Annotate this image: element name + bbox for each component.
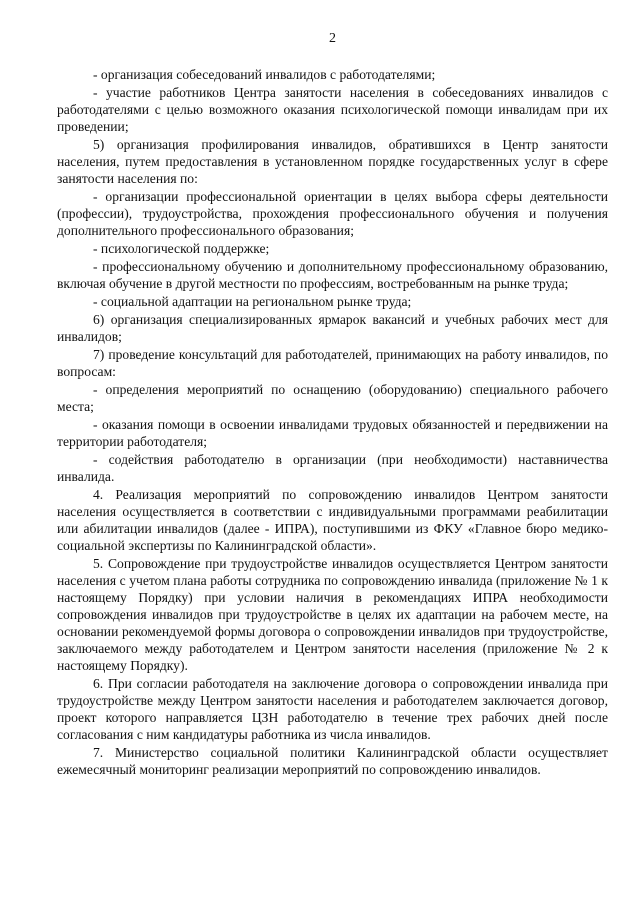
paragraph-2: - участие работников Центра занятости населения в собеседованиях инвалидов с работодателями с целью возможного оказания психологической помощи инвалидам при их проведении; xyxy=(57,85,608,134)
paragraph-12: - содействия работодателю в организации (при необходимости) наставничества инвалида. xyxy=(57,452,608,484)
paragraph-5: - психологической поддержке; xyxy=(93,241,270,256)
paragraph-15: 6. При согласии работодателя на заключение договора о сопровождении инвалида при трудоустройстве между Центром занятости населения и работодателем заключается договор, проект которого направляется ЦЗН работодателю в течение трех рабочих дней после согласования с ним кандидатуры работника из числа инвалидов. xyxy=(57,676,608,742)
page-number: 2 xyxy=(329,31,336,46)
paragraph-14: 5. Сопровождение при трудоустройстве инвалидов осуществляется Центром занятости населения с учетом плана работы сотрудника по сопровождению инвалида (приложение № 1 к настоящему Порядку) при условии наличия в рекомендациях ИПРА необходимости сопровождения инвалидов при трудоустройстве в целях их адаптации на рабочем месте, на основании рекомендуемой формы договора о сопровождении инвалидов при трудоустройстве, заключаемого между работодателем и Центром занятости населения (приложение № 2 к настоящему Порядку). xyxy=(57,556,608,673)
paragraph-13: 4. Реализация мероприятий по сопровождению инвалидов Центром занятости населения осуществляется в соответствии с индивидуальными программами реабилитации или абилитации инвалидов (далее - ИПРА), поступившими из ФКУ «Главное бюро медико-социальной экспертизы по Калининградской области». xyxy=(57,487,608,553)
paragraph-8: 6) организация специализированных ярмарок вакансий и учебных рабочих мест для инвалидов; xyxy=(57,312,608,344)
document-page xyxy=(57,30,608,779)
document-body xyxy=(57,66,608,778)
paragraph-16: 7. Министерство социальной политики Калининградской области осуществляет ежемесячный мониторинг реализации мероприятий по сопровождению инвалидов. xyxy=(57,745,608,777)
paragraph-10: - определения мероприятий по оснащению (оборудованию) специального рабочего места; xyxy=(57,382,608,414)
paragraph-1: - организация собеседований инвалидов с работодателями; xyxy=(93,67,436,82)
paragraph-3: 5) организация профилирования инвалидов, обратившихся в Центр занятости населения, путем предоставления в установленном порядке государственных услуг в сфере занятости населения по: xyxy=(57,137,608,186)
paragraph-11: - оказания помощи в освоении инвалидами трудовых обязанностей и передвижении на территории работодателя; xyxy=(57,417,608,449)
paragraph-6: - профессиональному обучению и дополнительному профессиональному образованию, включая обучение в другой местности по профессиям, востребованным на рынке труда; xyxy=(57,259,608,291)
paragraph-4: - организации профессиональной ориентации в целях выбора сферы деятельности (профессии), трудоустройства, прохождения профессионального обучения и получения дополнительного профессионального образования; xyxy=(57,189,608,238)
paragraph-9: 7) проведение консультаций для работодателей, принимающих на работу инвалидов, по вопросам: xyxy=(57,347,608,379)
paragraph-7: - социальной адаптации на региональном рынке труда; xyxy=(93,294,412,309)
